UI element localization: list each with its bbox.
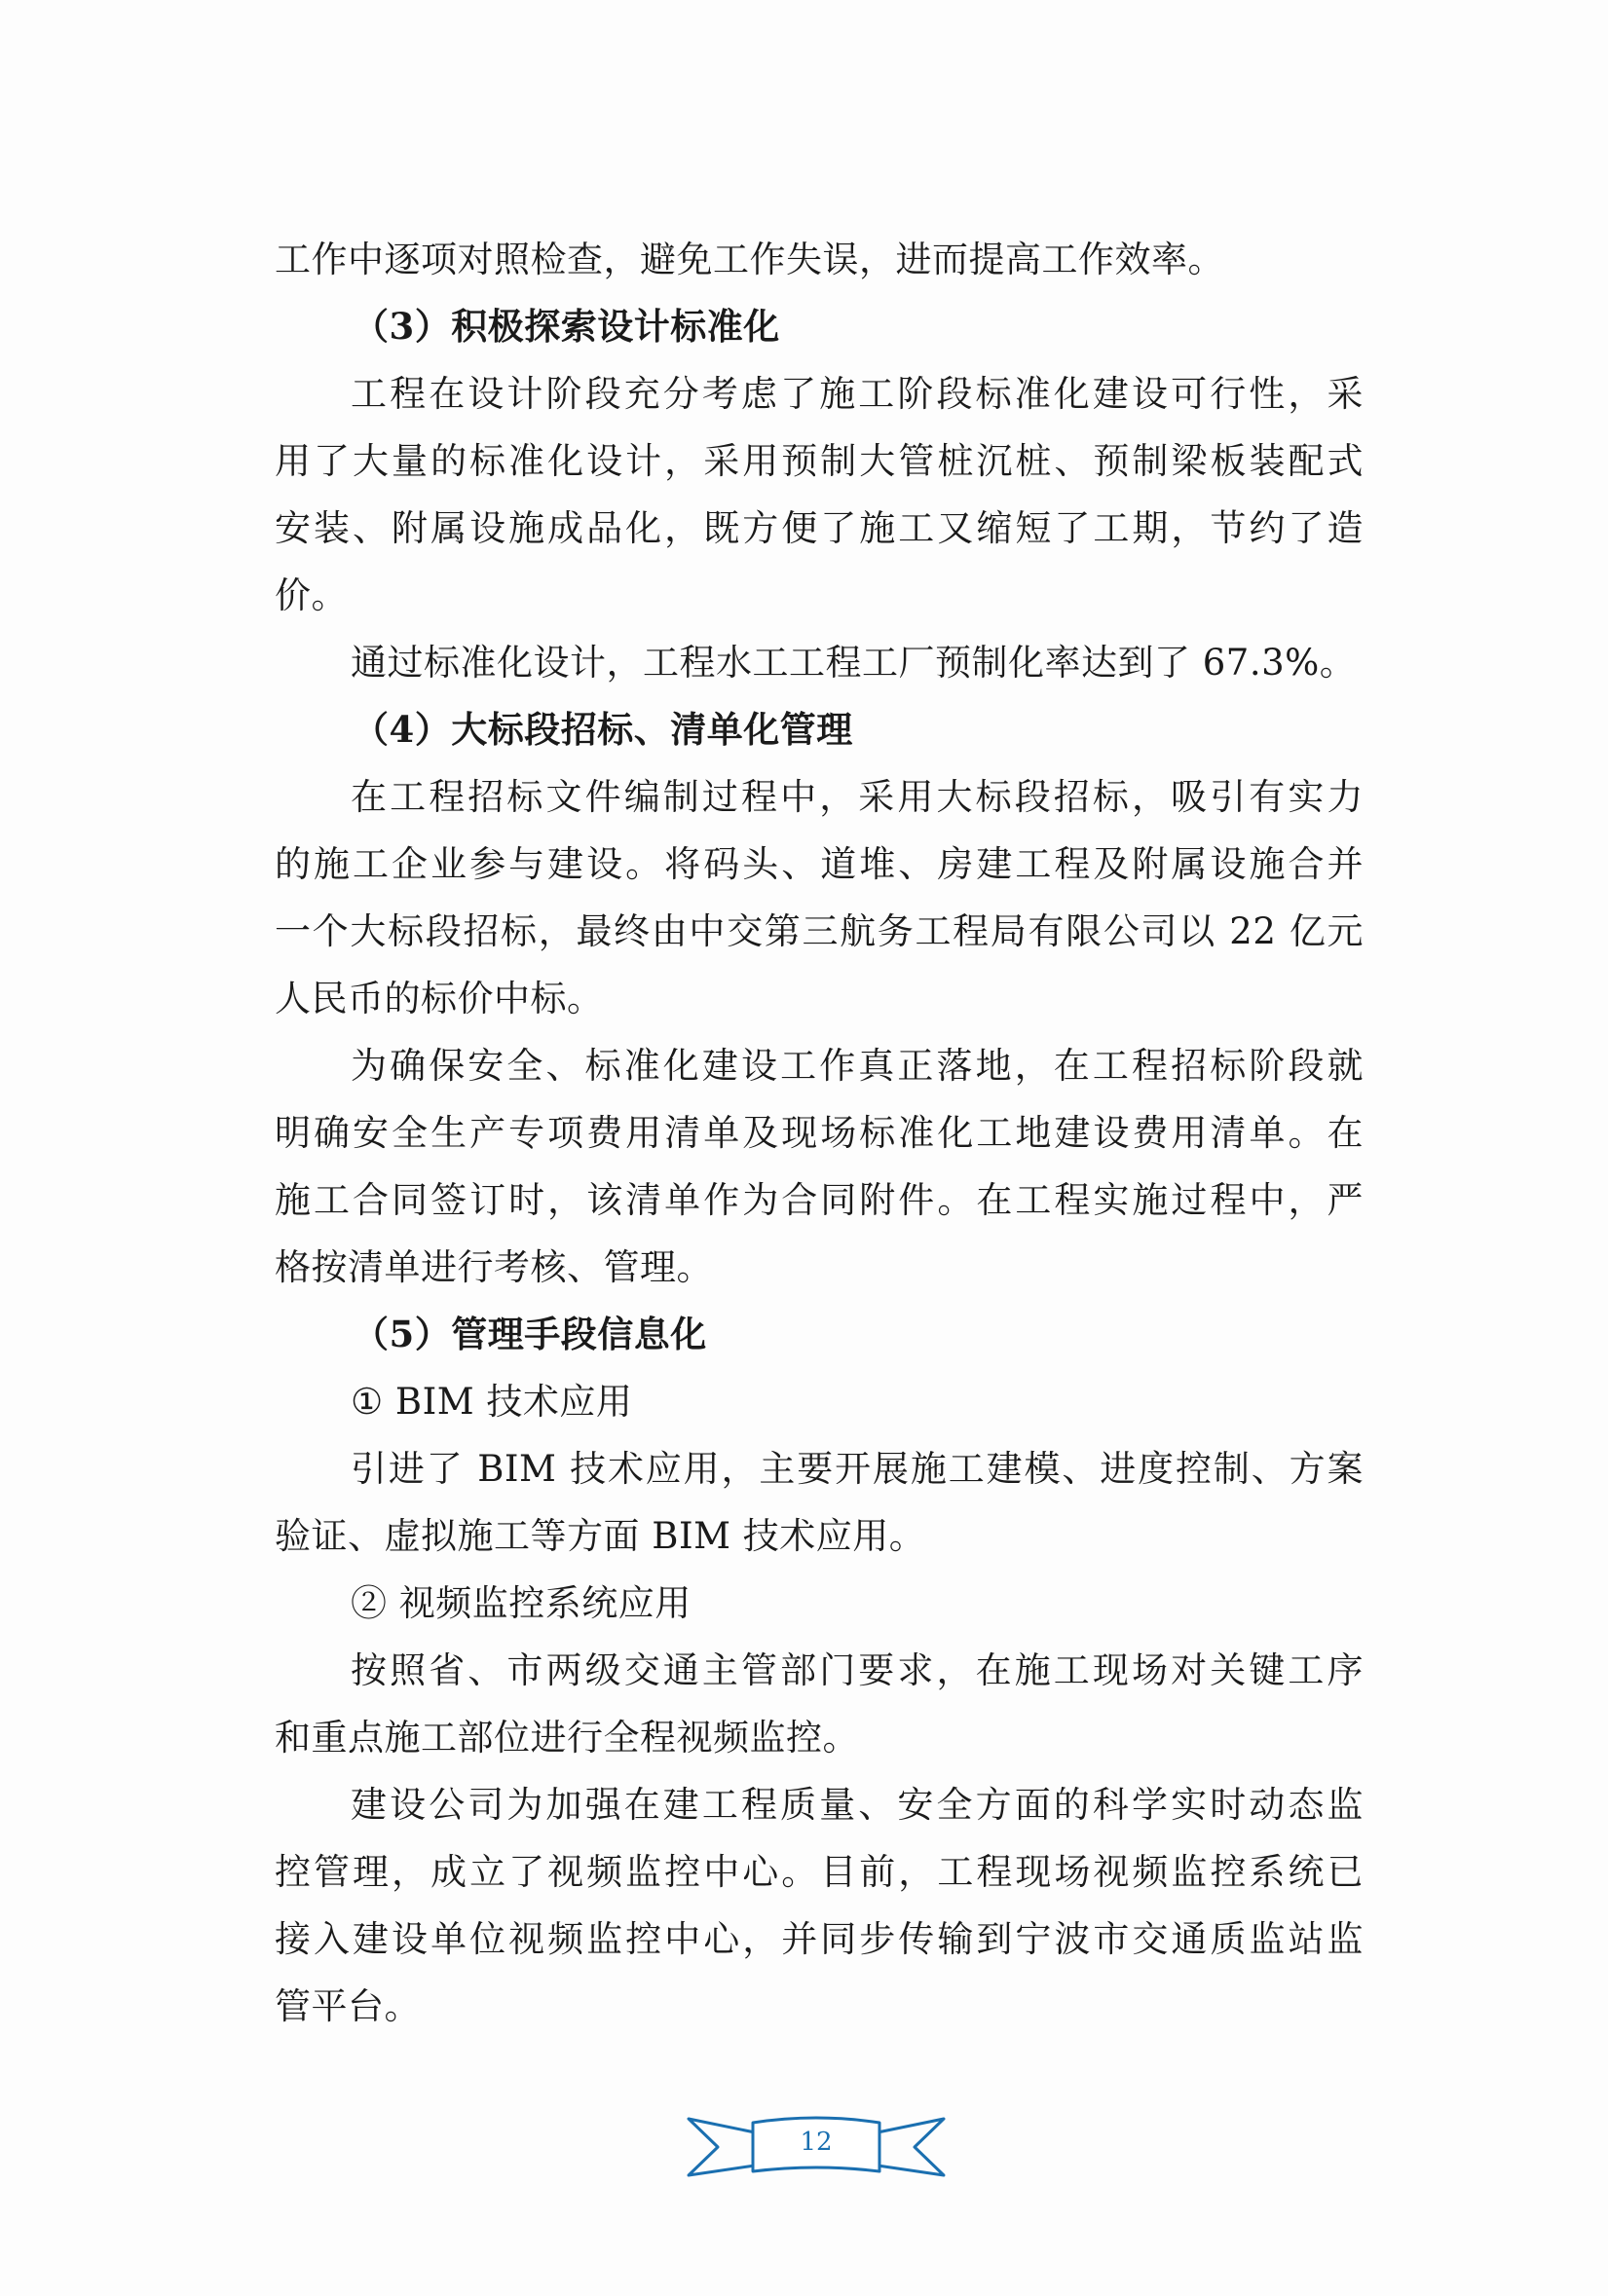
paragraph-line: 的施工企业参与建设。将码头、道堆、房建工程及附属设施合并 bbox=[275, 843, 1364, 885]
paragraph-line: 明确安全生产专项费用清单及现场标准化工地建设费用清单。在 bbox=[275, 1112, 1364, 1154]
paragraph-line: 施工合同签订时，该清单作为合同附件。在工程实施过程中，严 bbox=[275, 1179, 1364, 1221]
paragraph-line: 验证、虚拟施工等方面 BIM 技术应用。 bbox=[275, 1515, 926, 1557]
paragraph-line: 为确保安全、标准化建设工作真正落地，在工程招标阶段就 bbox=[351, 1045, 1364, 1087]
section-heading-5: （5）管理手段信息化 bbox=[353, 1313, 707, 1355]
paragraph-line: 引进了 BIM 技术应用，主要开展施工建模、进度控制、方案 bbox=[351, 1448, 1364, 1490]
paragraph-line: 用了大量的标准化设计，采用预制大管桩沉桩、预制梁板装配式 bbox=[275, 440, 1364, 482]
subsection-heading-video: ② 视频监控系统应用 bbox=[351, 1582, 692, 1624]
paragraph-line: 格按清单进行考核、管理。 bbox=[275, 1246, 713, 1288]
page-number-banner bbox=[685, 2111, 948, 2181]
body-text bbox=[275, 226, 1364, 2040]
paragraph-line: 接入建设单位视频监控中心，并同步传输到宁波市交通质监站监 bbox=[275, 1918, 1364, 1960]
section-heading-3: （3）积极探索设计标准化 bbox=[353, 305, 780, 348]
paragraph-line: 安装、附属设施成品化，既方便了施工又缩短了工期，节约了造 bbox=[275, 507, 1364, 549]
page-number: 12 bbox=[800, 2128, 833, 2157]
paragraph-line: 按照省、市两级交通主管部门要求，在施工现场对关键工序 bbox=[351, 1649, 1364, 1691]
paragraph-line: 通过标准化设计，工程水工工程工厂预制化率达到了 67.3%。 bbox=[351, 642, 1357, 684]
paragraph-line: 管平台。 bbox=[275, 1985, 421, 2027]
paragraph-line: 控管理，成立了视频监控中心。目前，工程现场视频监控系统已 bbox=[275, 1851, 1364, 1893]
section-heading-4: （4）大标段招标、清单化管理 bbox=[353, 708, 853, 751]
paragraph-line: 人民币的标价中标。 bbox=[275, 978, 604, 1019]
paragraph-line: 工程在设计阶段充分考虑了施工阶段标准化建设可行性，采 bbox=[351, 373, 1364, 415]
subsection-heading-bim: ① BIM 技术应用 bbox=[351, 1381, 633, 1423]
paragraph-line: 价。 bbox=[275, 574, 348, 616]
paragraph-line: 一个大标段招标，最终由中交第三航务工程局有限公司以 22 亿元 bbox=[275, 910, 1364, 952]
paragraph-line: 建设公司为加强在建工程质量、安全方面的科学实时动态监 bbox=[351, 1784, 1364, 1826]
paragraph-line: 和重点施工部位进行全程视频监控。 bbox=[275, 1717, 859, 1759]
paragraph-line: 工作中逐项对照检查，避免工作失误，进而提高工作效率。 bbox=[275, 239, 1224, 280]
paragraph-line: 在工程招标文件编制过程中，采用大标段招标，吸引有实力 bbox=[351, 776, 1364, 818]
